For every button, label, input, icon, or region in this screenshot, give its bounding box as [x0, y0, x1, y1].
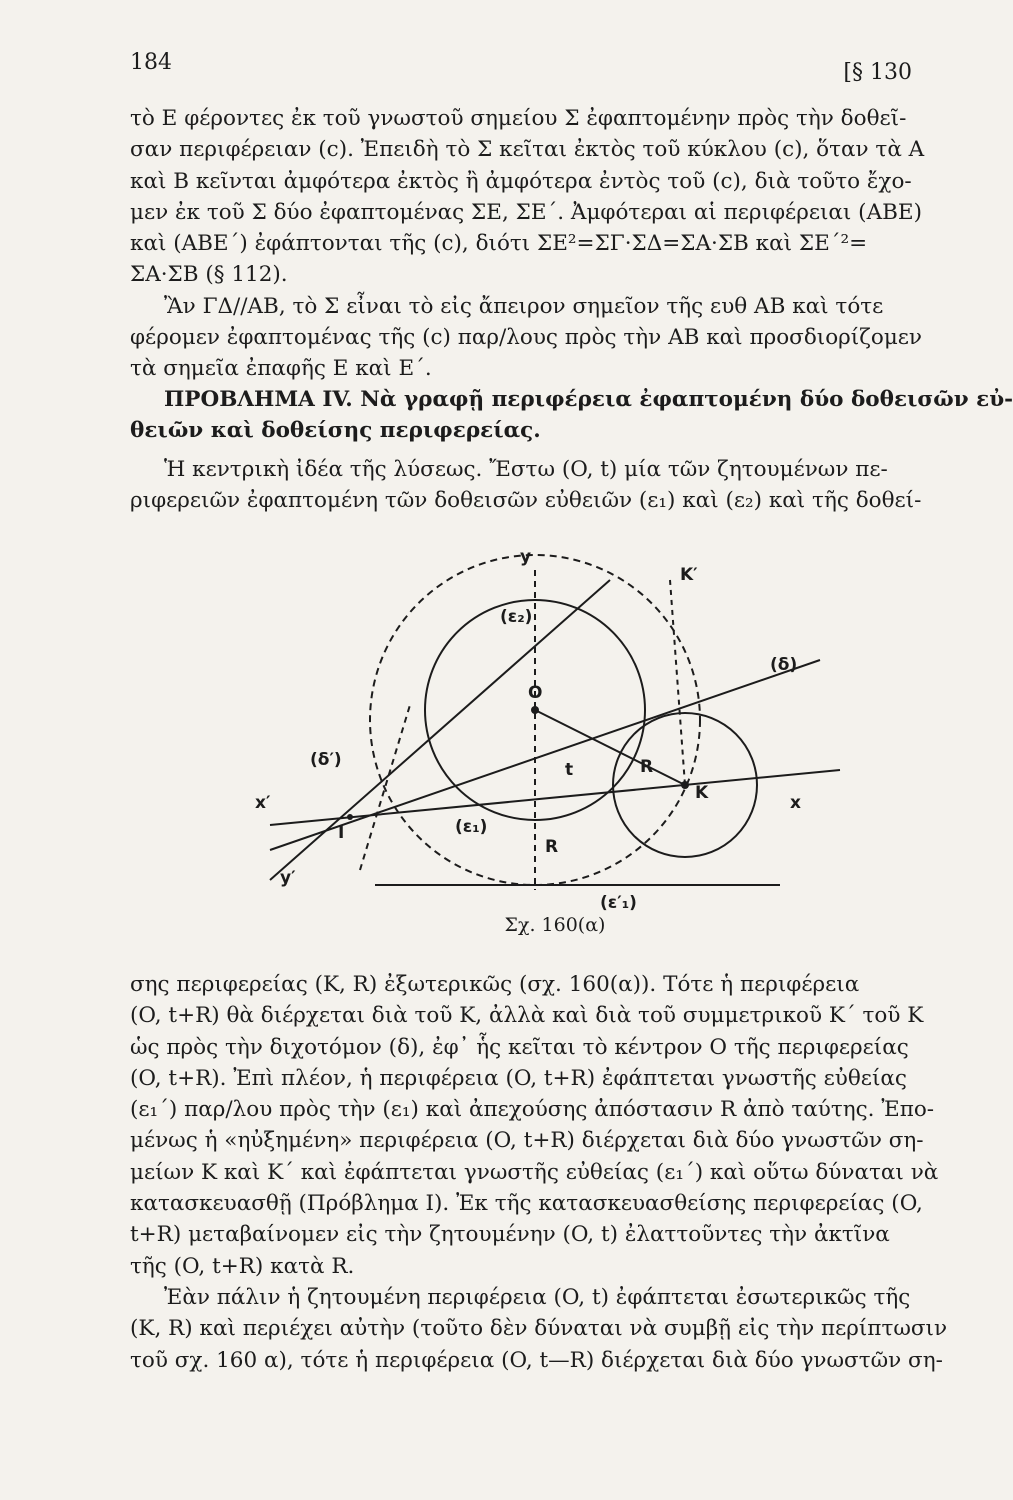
label-x: x	[790, 793, 801, 813]
text-line: τῆς (O, t+R) κατὰ R.	[130, 1253, 355, 1279]
label-e1: (ε₁)	[455, 817, 488, 837]
text-line: μείων Κ καὶ Κ΄ καὶ ἐφάπτεται γνωστῆς εὐθείας (ε₁΄) καὶ οὕτω δύναται νὰ	[130, 1159, 939, 1185]
text-line: μεν ἐκ τοῦ Σ δύο ἐφαπτομένας ΣΕ, ΣΕ΄. Ἀμφότεραι αἱ περιφέρειαι (ΑΒΕ)	[130, 199, 922, 225]
page-number: 184	[130, 50, 172, 75]
text-line: ΠΡΟΒΛΗΜΑ IV. Νὰ γραφῇ περιφέρεια ἐφαπτομένη δύο δοθεισῶν εὐ-	[164, 387, 1013, 412]
label-delta: (δ)	[770, 655, 798, 675]
text-line: Ἐὰν πάλιν ἡ ζητουμένη περιφέρεια (O, t) ἐφάπτεται ἐσωτερικῶς τῆς	[164, 1284, 911, 1310]
text-line: καὶ Β κεῖνται ἀμφότερα ἐκτὸς ἢ ἀμφότερα ἐντὸς τοῦ (c), διὰ τοῦτο ἔχο-	[130, 168, 912, 194]
text-line: τοῦ σχ. 160 α), τότε ἡ περιφέρεια (O, t—R) διέρχεται διὰ δύο γνωστῶν ση-	[130, 1347, 943, 1373]
text-line: σαν περιφέρειαν (c). Ἐπειδὴ τὸ Σ κεῖται ἐκτὸς τοῦ κύκλου (c), ὅταν τὰ Α	[130, 137, 925, 163]
label-x-prime: x′	[255, 793, 271, 813]
text-line: t+R) μεταβαίνομεν εἰς τὴν ζητουμένην (O, t) ἐλαττοῦντες τὴν ἀκτῖνα	[130, 1222, 890, 1248]
paragraph-block-1	[130, 103, 925, 385]
text-line: ριφερειῶν ἐφαπτομένη τῶν δοθεισῶν εὐθειῶν (ε₁) καὶ (ε₂) καὶ τῆς δοθεί-	[130, 488, 922, 514]
line-e1	[270, 770, 840, 825]
radius-K-Kprime	[670, 580, 685, 785]
label-R-lower: R	[545, 837, 559, 857]
figure-caption: Σχ. 160(α)	[504, 914, 606, 936]
label-I: I	[338, 823, 345, 843]
point-O	[531, 706, 539, 714]
line-e2	[270, 580, 610, 880]
label-O: O	[528, 683, 543, 703]
text-line: σης περιφερείας (Κ, R) ἐξωτερικῶς (σχ. 160(α)). Τότε ἡ περιφέρεια	[130, 972, 860, 997]
label-K-prime: K′	[680, 565, 698, 585]
label-delta-prime: (δ′)	[310, 750, 342, 770]
label-R-upper: R	[640, 757, 654, 777]
radius-O-K	[535, 710, 685, 785]
figure-diagram	[250, 540, 830, 930]
text-line: (Κ, R) καὶ περιέχει αὐτὴν (τοῦτο δὲν δύναται νὰ συμβῇ εἰς τὴν περίπτωσιν	[130, 1316, 948, 1342]
paragraph-block-4	[130, 969, 948, 1376]
label-y-prime: y′	[280, 868, 296, 888]
text-line: (O, t+R) θὰ διέρχεται διὰ τοῦ Κ, ἀλλὰ καὶ διὰ τοῦ συμμετρικοῦ Κ΄ τοῦ Κ	[130, 1003, 924, 1029]
label-K: K	[695, 783, 709, 803]
label-y: y	[520, 547, 532, 567]
text-line: φέρομεν ἐφαπτομένας τῆς (c) παρ/λους πρὸς τὴν ΑΒ καὶ προσδιορίζομεν	[130, 325, 923, 351]
text-line: (O, t+R). Ἐπὶ πλέον, ἡ περιφέρεια (O, t+R) ἐφάπτεται γνωστῆς εὐθείας	[130, 1065, 907, 1091]
text-line: τὸ Ε φέροντες ἐκ τοῦ γνωστοῦ σημείου Σ ἐφαπτομένην πρὸς τὴν δοθεῖ-	[130, 106, 907, 131]
geometry-figure	[250, 540, 830, 930]
line-delta	[270, 660, 820, 850]
text-line: ὡς πρὸς τὴν διχοτόμον (δ), ἐφ᾽ ἧς κεῖται τὸ κέντρον Ο τῆς περιφερείας	[130, 1034, 909, 1060]
text-line: τὰ σημεῖα ἐπαφῆς Ε καὶ Ε΄.	[130, 356, 432, 382]
text-line: καὶ (ΑΒΕ΄) ἐφάπτονται τῆς (c), διότι ΣΕ²=ΣΓ·ΣΔ=ΣΑ·ΣΒ καὶ ΣΕ΄²=	[130, 231, 868, 257]
text-line: Ἡ κεντρικὴ ἰδέα τῆς λύσεως. Ἔστω (O, t) μία τῶν ζητουμένων πε-	[164, 457, 888, 482]
text-line: μένως ἡ «ηὐξημένη» περιφέρεια (O, t+R) διέρχεται διὰ δύο γνωστῶν ση-	[130, 1128, 924, 1154]
label-e1-prime: (ε′₁)	[600, 893, 637, 913]
problem-heading	[130, 384, 1013, 447]
text-line: θειῶν καὶ δοθείσης περιφερείας.	[130, 418, 541, 444]
paragraph-block-3	[130, 454, 922, 517]
text-line: Ἂν ΓΔ//ΑΒ, τὸ Σ εἶναι τὸ εἰς ἄπειρον σημεῖον τῆς ευθ ΑΒ καὶ τότε	[164, 293, 884, 319]
text-line: κατασκευασθῇ (Πρόβλημα Ι). Ἐκ τῆς κατασκευασθείσης περιφερείας (O,	[130, 1191, 923, 1217]
section-reference: [§ 130	[843, 60, 912, 85]
text-line: ΣΑ·ΣΒ (§ 112).	[130, 262, 288, 288]
label-t: t	[565, 760, 574, 780]
point-I	[347, 814, 353, 820]
label-e2: (ε₂)	[500, 607, 533, 627]
point-K	[681, 781, 689, 789]
text-line: (ε₁΄) παρ/λου πρὸς τὴν (ε₁) καὶ ἀπεχούσης ἀπόστασιν R ἀπὸ ταύτης. Ἐπο-	[130, 1097, 935, 1123]
